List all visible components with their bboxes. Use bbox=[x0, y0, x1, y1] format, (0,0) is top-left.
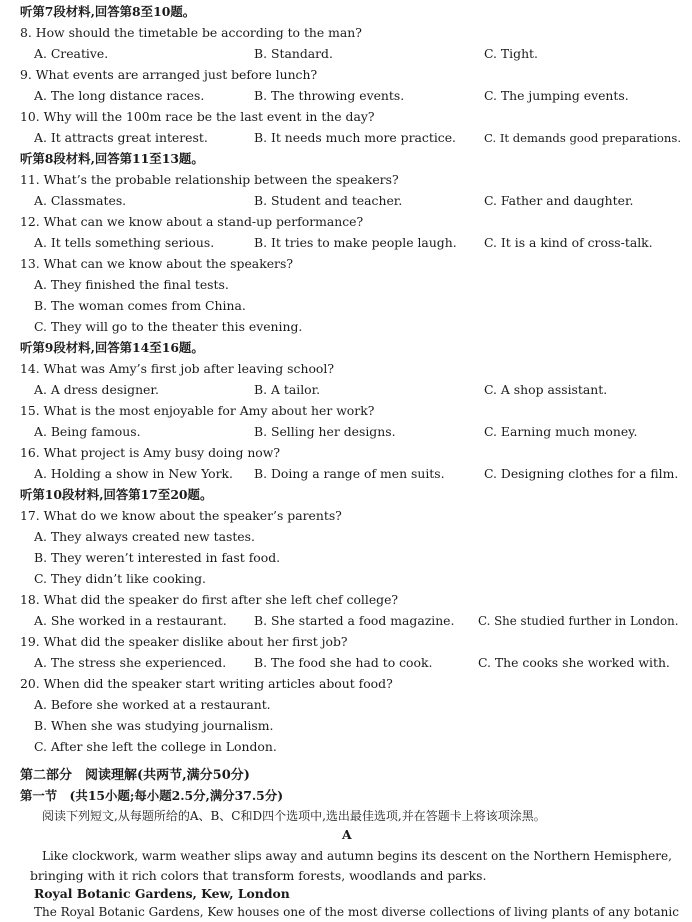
question-stem: 12. What can we know about a stand-up performance? bbox=[20, 214, 364, 229]
question-stem: 14. What was Amy’s first job after leaving school? bbox=[20, 361, 334, 376]
option-a: A. Classmates. bbox=[34, 193, 127, 208]
option-b: B. She started a food magazine. bbox=[254, 613, 455, 628]
option-c: C. It is a kind of cross-talk. bbox=[484, 235, 653, 250]
option-b: B. It needs much more practice. bbox=[254, 130, 456, 145]
question-stem: 17. What do we know about the speaker’s parents? bbox=[20, 508, 342, 523]
question-stem: 20. When did the speaker start writing articles about food? bbox=[20, 676, 393, 691]
section-heading: 听第9段材料,回答第14至16题。 bbox=[20, 340, 204, 355]
option-a: A. She worked in a restaurant. bbox=[34, 613, 227, 628]
question-options bbox=[0, 422, 692, 442]
option-b: B. Student and teacher. bbox=[254, 193, 403, 208]
question-stem: 16. What project is Amy busy doing now? bbox=[20, 445, 281, 460]
option-b: B. When she was studying journalism. bbox=[34, 718, 274, 733]
option-c: C. The jumping events. bbox=[484, 88, 629, 103]
section-subtitle: 第一节 (共15小题;每小题2.5分,满分37.5分) bbox=[20, 788, 284, 803]
question-stem: 18. What did the speaker do first after she left chef college? bbox=[20, 592, 399, 607]
option-a: A. Creative. bbox=[34, 46, 109, 61]
question-stem: 11. What’s the probable relationship between the speakers? bbox=[20, 172, 399, 187]
option-b: B. The woman comes from China. bbox=[34, 298, 246, 313]
option-b: B. A tailor. bbox=[254, 382, 321, 397]
option-b: B. They weren’t interested in fast food. bbox=[34, 550, 281, 565]
option-c: C. A shop assistant. bbox=[484, 382, 608, 397]
option-b: B. Doing a range of men suits. bbox=[254, 466, 445, 481]
question-options bbox=[0, 653, 692, 673]
question-options bbox=[0, 44, 692, 64]
question-stem: 15. What is the most enjoyable for Amy about her work? bbox=[20, 403, 375, 418]
option-a: A. They always created new tastes. bbox=[34, 529, 255, 544]
question-options bbox=[0, 611, 692, 631]
section-heading: 听第10段材料,回答第17至20题。 bbox=[20, 487, 213, 502]
option-c: C. Earning much money. bbox=[484, 424, 638, 439]
option-c: C. She studied further in London. bbox=[478, 614, 679, 628]
section-heading: 听第8段材料,回答第11至13题。 bbox=[20, 151, 204, 166]
paragraph-line: The Royal Botanic Gardens, Kew houses one of the most diverse collections of living plants of any botanic bbox=[34, 905, 679, 919]
option-a: A. They finished the final tests. bbox=[34, 277, 229, 292]
section-heading: 听第7段材料,回答第8至10题。 bbox=[20, 4, 196, 19]
question-stem: 19. What did the speaker dislike about her first job? bbox=[20, 634, 348, 649]
question-options bbox=[0, 464, 692, 484]
question-options bbox=[0, 380, 692, 400]
option-b: B. Selling her designs. bbox=[254, 424, 396, 439]
question-stem: 10. Why will the 100m race be the last event in the day? bbox=[20, 109, 375, 124]
option-a: A. It tells something serious. bbox=[34, 235, 215, 250]
question-options bbox=[0, 233, 692, 253]
option-a: A. The stress she experienced. bbox=[34, 655, 227, 670]
paragraph-line: Like clockwork, warm weather slips away and autumn begins its descent on the Northern Hemisphere, bbox=[42, 849, 672, 863]
question-options bbox=[0, 128, 692, 148]
part-title: 第二部分 阅读理解(共两节,满分50分) bbox=[20, 768, 250, 783]
option-b: B. Standard. bbox=[254, 46, 333, 61]
question-options bbox=[0, 86, 692, 106]
option-c: C. Designing clothes for a film. bbox=[484, 466, 679, 481]
option-b: B. It tries to make people laugh. bbox=[254, 235, 457, 250]
option-b: B. The throwing events. bbox=[254, 88, 405, 103]
option-a: A. Being famous. bbox=[34, 424, 141, 439]
instruction: 阅读下列短文,从每题所给的A、B、C和D四个选项中,选出最佳选项,并在答题卡上将该项涂黑。 bbox=[42, 809, 546, 823]
question-stem: 9. What events are arranged just before lunch? bbox=[20, 67, 318, 82]
question-stem: 8. How should the timetable be according to the man? bbox=[20, 25, 362, 40]
option-a: A. Holding a show in New York. bbox=[34, 466, 233, 481]
option-c: C. After she left the college in London. bbox=[34, 739, 277, 754]
option-a: A. A dress designer. bbox=[34, 382, 159, 397]
option-a: A. Before she worked at a restaurant. bbox=[34, 697, 271, 712]
option-b: B. The food she had to cook. bbox=[254, 655, 433, 670]
option-a: A. The long distance races. bbox=[34, 88, 205, 103]
option-c: C. Tight. bbox=[484, 46, 538, 61]
option-c: C. They will go to the theater this evening. bbox=[34, 319, 303, 334]
question-options bbox=[0, 191, 692, 211]
option-a: A. It attracts great interest. bbox=[34, 130, 208, 145]
option-c: C. They didn’t like cooking. bbox=[34, 571, 206, 586]
passage-letter: A bbox=[342, 827, 352, 842]
question-stem: 13. What can we know about the speakers? bbox=[20, 256, 293, 271]
passage-heading: Royal Botanic Gardens, Kew, London bbox=[34, 886, 290, 901]
option-c: C. The cooks she worked with. bbox=[478, 655, 670, 670]
option-c: C. It demands good preparations. bbox=[484, 131, 682, 145]
option-c: C. Father and daughter. bbox=[484, 193, 634, 208]
paragraph-line: bringing with it rich colors that transform forests, woodlands and parks. bbox=[30, 868, 487, 883]
